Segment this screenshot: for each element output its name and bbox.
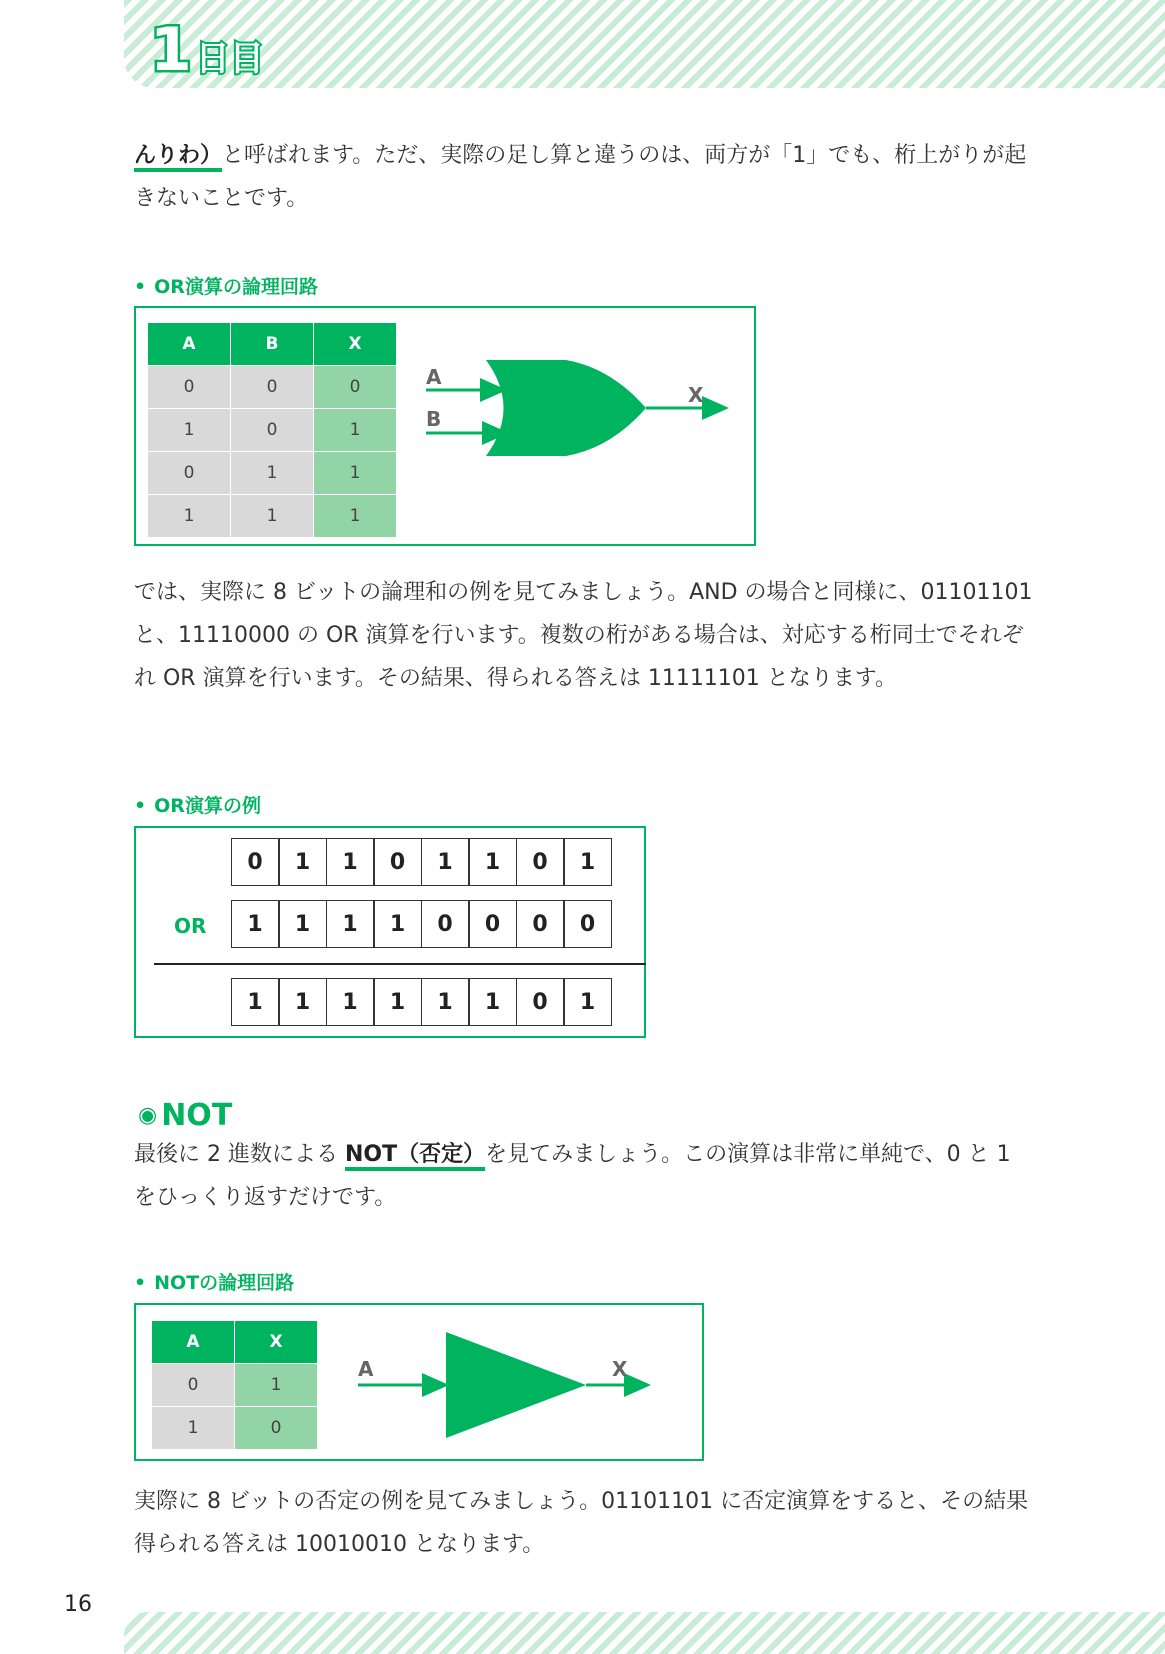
intro-term: んりわ） <box>134 143 223 168</box>
table-cell: 0 <box>148 366 231 409</box>
table-header-row <box>152 1321 318 1364</box>
bit-cell: 0 <box>516 900 565 948</box>
bit-cell: 1 <box>468 838 517 886</box>
bullet-icon: • <box>134 276 147 298</box>
bit-cell: 1 <box>278 838 327 886</box>
bit-cell: 1 <box>231 900 280 948</box>
bit-cell: 1 <box>231 978 280 1026</box>
table-header-cell: X <box>235 1321 318 1364</box>
bit-cell: 1 <box>563 838 612 886</box>
or-circuit-caption <box>134 272 318 299</box>
bit-cell: 0 <box>468 900 517 948</box>
not-example-paragraph <box>134 1480 1034 1566</box>
bits-row-result <box>232 978 612 1026</box>
not-circuit-figure <box>134 1303 704 1461</box>
input-b-label: B <box>426 407 442 431</box>
not-term: NOT（否定） <box>344 1142 486 1167</box>
table-header-cell: B <box>231 323 314 366</box>
not-truth-table <box>151 1320 318 1450</box>
table-cell-output: 1 <box>235 1364 318 1407</box>
day-suffix: 日目 <box>195 39 264 79</box>
bit-cell: 1 <box>326 978 375 1026</box>
or-example-figure <box>134 826 646 1038</box>
input-a-label: A <box>358 1357 374 1381</box>
bit-cell: 1 <box>421 978 470 1026</box>
table-header-cell: X <box>314 323 397 366</box>
not-example-paragraph-text: 実際に 8 ビットの否定の例を見てみましょう。01101101 に否定演算をすると、その結果得られる答えは 10010010 となります。 <box>134 1489 1029 1557</box>
bit-cell: 1 <box>278 978 327 1026</box>
section-heading-not <box>138 1098 232 1133</box>
not-paragraph-prefix: 最後に 2 進数による <box>134 1142 345 1167</box>
bit-cell: 0 <box>516 838 565 886</box>
bit-cell: 0 <box>516 978 565 1026</box>
bit-cell: 1 <box>563 978 612 1026</box>
table-cell: 0 <box>152 1364 235 1407</box>
intro-paragraph <box>134 134 1034 220</box>
bullet-icon: • <box>134 795 147 817</box>
table-cell: 0 <box>231 409 314 452</box>
bits-row-operand-2 <box>232 900 612 948</box>
output-x-label: X <box>688 383 704 407</box>
bit-cell: 0 <box>563 900 612 948</box>
or-gate-icon <box>486 360 646 456</box>
or-paragraph <box>134 571 1034 700</box>
or-gate-diagram <box>426 348 746 488</box>
bit-cell: 1 <box>326 838 375 886</box>
header-stripe-band <box>124 0 1165 88</box>
bit-cell: 1 <box>326 900 375 948</box>
not-paragraph <box>134 1133 1034 1219</box>
table-row <box>152 1364 318 1407</box>
table-row <box>148 366 397 409</box>
bit-cell: 0 <box>421 900 470 948</box>
bit-cell: 1 <box>373 900 422 948</box>
or-truth-table <box>147 322 397 538</box>
table-cell: 1 <box>148 409 231 452</box>
table-header-cell: A <box>152 1321 235 1364</box>
bit-cell: 1 <box>278 900 327 948</box>
not-circuit-caption <box>134 1268 294 1295</box>
table-row <box>148 452 397 495</box>
or-example-caption <box>134 791 261 818</box>
page-number: 16 <box>64 1592 92 1617</box>
table-cell-output: 1 <box>314 452 397 495</box>
bit-cell: 1 <box>421 838 470 886</box>
table-cell: 0 <box>231 366 314 409</box>
table-cell: 0 <box>148 452 231 495</box>
table-cell: 1 <box>152 1407 235 1450</box>
table-header-row <box>148 323 397 366</box>
bits-row-operand-1 <box>232 838 612 886</box>
not-gate-icon <box>446 1332 586 1438</box>
not-paragraph-suffix: を見てみましょう。この演算は非常に単純で、0 と 1 をひっくり返すだけです。 <box>134 1142 1011 1210</box>
section-heading-text: NOT <box>161 1098 233 1133</box>
table-row <box>148 495 397 538</box>
bit-cell: 1 <box>373 978 422 1026</box>
table-cell-output: 1 <box>314 409 397 452</box>
bullet-icon: • <box>134 1272 147 1294</box>
table-header-cell: A <box>148 323 231 366</box>
sum-divider-line <box>154 963 646 965</box>
table-row <box>148 409 397 452</box>
or-circuit-figure <box>134 306 756 546</box>
table-row <box>152 1407 318 1450</box>
table-cell-output: 0 <box>314 366 397 409</box>
bit-cell: 0 <box>373 838 422 886</box>
intro-text: と呼ばれます。ただ、実際の足し算と違うのは、両方が「1」でも、桁上がりが起きないことです。 <box>134 143 1027 211</box>
bit-cell: 0 <box>231 838 280 886</box>
or-paragraph-text: では、実際に 8 ビットの論理和の例を見てみましょう。AND の場合と同様に、01101101 と、11110000 の OR 演算を行います。複数の桁がある場合は、対応する桁同士でそれぞれ OR 演算を行います。その結果、得られる答えは 11111101 となります。 <box>134 580 1033 691</box>
day-label <box>150 15 264 85</box>
bit-cell: 1 <box>468 978 517 1026</box>
table-cell: 1 <box>231 452 314 495</box>
footer-stripe-band <box>124 1612 1165 1654</box>
not-circuit-caption-text: NOTの論理回路 <box>154 1272 295 1294</box>
or-example-caption-text: OR演算の例 <box>154 795 261 817</box>
output-x-label: X <box>612 1357 628 1381</box>
bullseye-icon: ◉ <box>138 1103 158 1128</box>
not-gate-diagram <box>352 1325 652 1445</box>
or-circuit-caption-text: OR演算の論理回路 <box>154 276 318 298</box>
table-cell: 1 <box>231 495 314 538</box>
or-operator-label: OR <box>174 914 207 938</box>
day-number: 1 <box>150 15 192 85</box>
table-cell: 1 <box>148 495 231 538</box>
input-a-label: A <box>426 365 442 389</box>
table-cell-output: 1 <box>314 495 397 538</box>
table-cell-output: 0 <box>235 1407 318 1450</box>
